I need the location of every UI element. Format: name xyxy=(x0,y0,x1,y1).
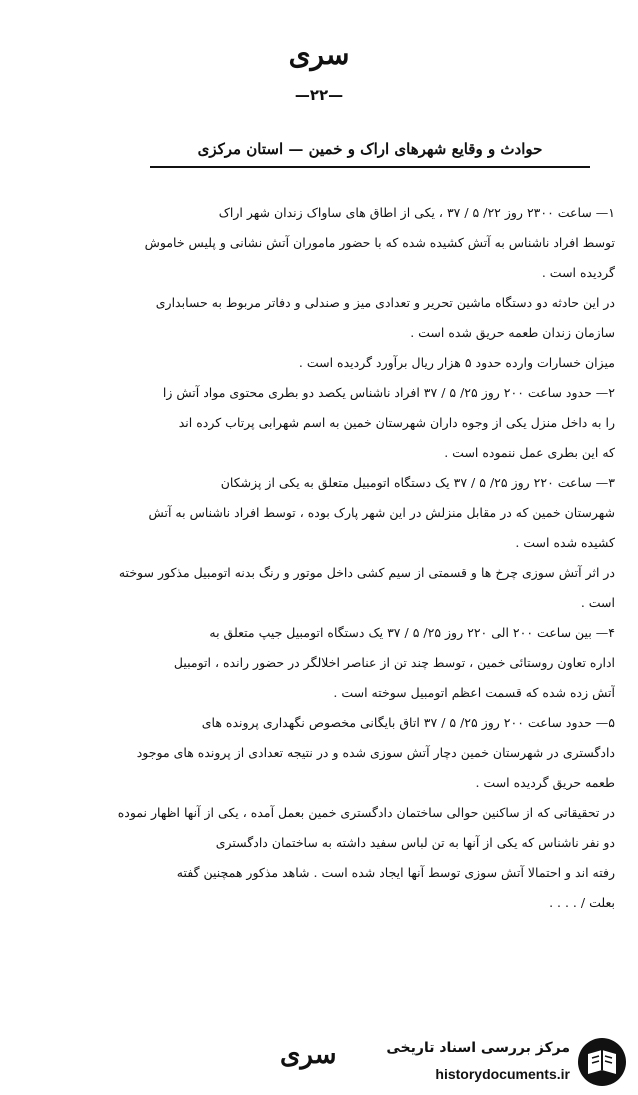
body-line: میزان خسارات وارده حدود ۵ هزار ریال برآورد گردیده است . xyxy=(298,355,615,370)
body-line: گردیده است . xyxy=(541,265,615,280)
body-line: ۴— بین ساعت ۲۰۰ الی ۲۲۰ روز ۲۵/ ۵ / ۳۷ یک دستگاه اتومبیل جیپ متعلق به xyxy=(209,625,615,640)
body-line: سازمان زندان طعمه حریق شده است . xyxy=(410,325,615,340)
body-line: ۵— حدود ساعت ۲۰۰ روز ۲۵/ ۵ / ۳۷ اتاق بایگانی مخصوص نگهداری پرونده های xyxy=(201,715,615,730)
document-body xyxy=(30,198,615,918)
body-line: ۲— حدود ساعت ۲۰۰ روز ۲۵/ ۵ / ۳۷ افراد ناشناس یکصد دو بطری محتوی مواد آتش زا xyxy=(162,385,615,400)
body-line: ۱— ساعت ۲۳۰۰ روز ۲۲/ ۵ / ۳۷ ، یکی از اطاق های ساواک زندان شهر اراک xyxy=(218,205,615,220)
book-emblem-icon xyxy=(576,1036,628,1088)
watermark-url: historydocuments.ir xyxy=(435,1066,570,1082)
classification-header: سری xyxy=(288,38,350,71)
body-line: دادگستری در شهرستان خمین دچار آتش سوزی شده و در نتیجه تعدادی از پرونده های موجود xyxy=(136,745,615,760)
page-number: —۲۲— xyxy=(294,86,344,104)
body-line: است . xyxy=(580,595,615,610)
body-line: دو نفر ناشناس که یکی از آنها به تن لباس سفید داشته به ساختمان دادگستری xyxy=(215,835,615,850)
watermark-name: مرکز بررسی اسناد تاریخی xyxy=(386,1040,570,1056)
body-line: که این بطری عمل ننموده است . xyxy=(444,445,615,460)
body-line: در اثر آتش سوزی چرخ ها و قسمتی از سیم کشی داخل موتور و رنگ بدنه اتومبیل مذکور سوخته xyxy=(118,565,615,580)
document-title: حوادث و وقایع شهرهای اراک و خمین — استان مرکزی xyxy=(150,140,590,168)
body-line: در تحقیقاتی که از ساکنین حوالی ساختمان دادگستری خمین بعمل آمده ، یکی از آنها اظهار نموده xyxy=(117,805,615,820)
body-line: شهرستان خمین که در مقابل منزلش در این شهر پارک بوده ، توسط افراد ناشناس به آتش xyxy=(148,505,615,520)
body-line: را به داخل منزل یکی از وجوه داران شهرستان خمین به اسم شهرابی پرتاب کرده اند xyxy=(178,415,615,430)
body-line: کشیده شده است . xyxy=(515,535,615,550)
body-line: بعلت / . . . . xyxy=(549,895,615,910)
classification-footer: سری xyxy=(280,1040,337,1070)
body-line: اداره تعاون روستائی خمین ، توسط چند تن از عناصر اخلالگر در حضور رانده ، اتومبیل xyxy=(173,655,615,670)
body-line: طعمه حریق گردیده است . xyxy=(475,775,615,790)
body-line: توسط افراد ناشناس به آتش کشیده شده که با حضور ماموران آتش نشانی و پلیس خاموش xyxy=(144,235,615,250)
watermark xyxy=(368,1032,628,1092)
body-line: رفته اند و احتمالا آتش سوزی توسط آنها ایجاد شده است . شاهد مذکور همچنین گفته xyxy=(176,865,615,880)
body-line: ۳— ساعت ۲۲۰ روز ۲۵/ ۵ / ۳۷ یک دستگاه اتومبیل متعلق به یکی از پزشکان xyxy=(220,475,615,490)
body-line: آتش زده شده که قسمت اعظم اتومبیل سوخته است . xyxy=(333,685,615,700)
body-line: در این حادثه دو دستگاه ماشین تحریر و تعدادی میز و صندلی و دفاتر مربوط به حسابداری xyxy=(155,295,615,310)
